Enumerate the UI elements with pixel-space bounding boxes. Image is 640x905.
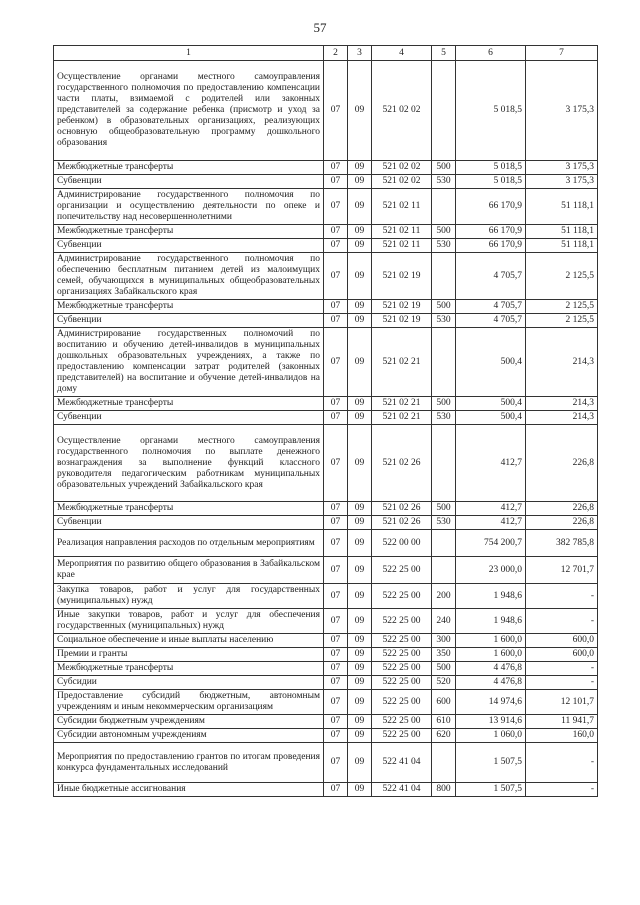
amount-cell: 4 476,8	[456, 662, 526, 676]
row-name-cell: Мероприятия по предоставлению грантов по итогам проведения конкурса фундаментальных исследований	[54, 743, 324, 783]
amount-cell: 51 118,1	[526, 189, 598, 225]
vr-cell: 500	[432, 300, 456, 314]
rz-cell: 07	[324, 516, 348, 530]
csr-cell: 522 25 00	[372, 715, 432, 729]
amount-cell: 1 507,5	[456, 743, 526, 783]
csr-cell: 521 02 02	[372, 161, 432, 175]
table-row	[54, 584, 598, 609]
table-row	[54, 690, 598, 715]
rz-cell: 07	[324, 557, 348, 584]
vr-cell	[432, 425, 456, 502]
amount-cell: 13 914,6	[456, 715, 526, 729]
row-name-cell: Мероприятия по развитию общего образования в Забайкальском крае	[54, 557, 324, 584]
csr-cell: 522 25 00	[372, 676, 432, 690]
rz-cell: 07	[324, 328, 348, 397]
amount-cell: 12 101,7	[526, 690, 598, 715]
pr-cell: 09	[348, 557, 372, 584]
vr-cell: 530	[432, 411, 456, 425]
rz-cell: 07	[324, 662, 348, 676]
csr-cell: 521 02 21	[372, 411, 432, 425]
row-name-cell: Межбюджетные трансферты	[54, 300, 324, 314]
amount-cell: 4 476,8	[456, 676, 526, 690]
table-row	[54, 397, 598, 411]
amount-cell: 754 200,7	[456, 530, 526, 557]
amount-cell: 226,8	[526, 502, 598, 516]
table-row	[54, 662, 598, 676]
vr-cell: 530	[432, 239, 456, 253]
rz-cell: 07	[324, 676, 348, 690]
header-cell: 3	[348, 46, 372, 61]
pr-cell: 09	[348, 253, 372, 300]
vr-cell: 610	[432, 715, 456, 729]
vr-cell	[432, 328, 456, 397]
csr-cell: 522 25 00	[372, 609, 432, 634]
rz-cell: 07	[324, 225, 348, 239]
amount-cell: 3 175,3	[526, 175, 598, 189]
table-header	[54, 46, 598, 61]
pr-cell: 09	[348, 662, 372, 676]
csr-cell: 522 25 00	[372, 634, 432, 648]
rz-cell: 07	[324, 300, 348, 314]
pr-cell: 09	[348, 161, 372, 175]
amount-cell: 1 600,0	[456, 648, 526, 662]
pr-cell: 09	[348, 609, 372, 634]
header-cell: 5	[432, 46, 456, 61]
amount-cell: -	[526, 609, 598, 634]
csr-cell: 521 02 19	[372, 314, 432, 328]
table-row	[54, 253, 598, 300]
vr-cell: 530	[432, 516, 456, 530]
table-row	[54, 411, 598, 425]
row-name-cell: Межбюджетные трансферты	[54, 225, 324, 239]
rz-cell: 07	[324, 690, 348, 715]
pr-cell: 09	[348, 516, 372, 530]
table-row	[54, 175, 598, 189]
vr-cell: 620	[432, 729, 456, 743]
amount-cell: 600,0	[526, 634, 598, 648]
table-row	[54, 189, 598, 225]
pr-cell: 09	[348, 676, 372, 690]
rz-cell: 07	[324, 729, 348, 743]
amount-cell: -	[526, 783, 598, 797]
table-row	[54, 729, 598, 743]
row-name-cell: Осуществление органами местного самоуправления государственного полномочия по предоставлению компенсации части платы, взимаемой с родителей или законных представителей за содержание ребенка (присмотр и уход за ребенком) в образовательных организациях, реализующих основную общеобразовательную программу дошкольного образования	[54, 61, 324, 161]
rz-cell: 07	[324, 314, 348, 328]
csr-cell: 521 02 11	[372, 189, 432, 225]
rz-cell: 07	[324, 175, 348, 189]
amount-cell: 5 018,5	[456, 175, 526, 189]
csr-cell: 522 25 00	[372, 584, 432, 609]
csr-cell: 521 02 26	[372, 425, 432, 502]
row-name-cell: Субвенции	[54, 411, 324, 425]
amount-cell: 1 600,0	[456, 634, 526, 648]
table-row	[54, 783, 598, 797]
budget-table	[53, 45, 598, 797]
row-name-cell: Субсидии автономным учреждениям	[54, 729, 324, 743]
page-number: 57	[313, 20, 327, 35]
csr-cell: 522 25 00	[372, 648, 432, 662]
amount-cell: 500,4	[456, 397, 526, 411]
amount-cell: 1 948,6	[456, 584, 526, 609]
rz-cell: 07	[324, 648, 348, 662]
pr-cell: 09	[348, 584, 372, 609]
vr-cell: 600	[432, 690, 456, 715]
pr-cell: 09	[348, 225, 372, 239]
csr-cell: 522 41 04	[372, 743, 432, 783]
amount-cell: -	[526, 676, 598, 690]
row-name-cell: Предоставление субсидий бюджетным, автономным учреждениям и иным некоммерческим организациям	[54, 690, 324, 715]
pr-cell: 09	[348, 648, 372, 662]
table-row	[54, 609, 598, 634]
rz-cell: 07	[324, 161, 348, 175]
table-row	[54, 516, 598, 530]
csr-cell: 521 02 19	[372, 253, 432, 300]
rz-cell: 07	[324, 609, 348, 634]
rz-cell: 07	[324, 530, 348, 557]
amount-cell: 600,0	[526, 648, 598, 662]
table-row	[54, 161, 598, 175]
amount-cell: 1 948,6	[456, 609, 526, 634]
table-row	[54, 557, 598, 584]
header-row	[54, 46, 598, 61]
amount-cell: 5 018,5	[456, 161, 526, 175]
rz-cell: 07	[324, 634, 348, 648]
csr-cell: 521 02 21	[372, 397, 432, 411]
vr-cell	[432, 61, 456, 161]
pr-cell: 09	[348, 239, 372, 253]
vr-cell: 530	[432, 175, 456, 189]
pr-cell: 09	[348, 397, 372, 411]
amount-cell: 12 701,7	[526, 557, 598, 584]
amount-cell: 2 125,5	[526, 253, 598, 300]
amount-cell: 66 170,9	[456, 225, 526, 239]
vr-cell	[432, 530, 456, 557]
amount-cell: 160,0	[526, 729, 598, 743]
rz-cell: 07	[324, 397, 348, 411]
pr-cell: 09	[348, 411, 372, 425]
row-name-cell: Реализация направления расходов по отдельным мероприятиям	[54, 530, 324, 557]
row-name-cell: Межбюджетные трансферты	[54, 397, 324, 411]
row-name-cell: Субвенции	[54, 175, 324, 189]
row-name-cell: Премии и гранты	[54, 648, 324, 662]
amount-cell: 1 507,5	[456, 783, 526, 797]
row-name-cell: Субвенции	[54, 516, 324, 530]
pr-cell: 09	[348, 61, 372, 161]
amount-cell: 1 060,0	[456, 729, 526, 743]
amount-cell: 11 941,7	[526, 715, 598, 729]
table-row	[54, 648, 598, 662]
table-row	[54, 502, 598, 516]
header-cell: 6	[456, 46, 526, 61]
vr-cell: 530	[432, 314, 456, 328]
vr-cell	[432, 253, 456, 300]
pr-cell: 09	[348, 729, 372, 743]
table-row	[54, 676, 598, 690]
amount-cell: 2 125,5	[526, 300, 598, 314]
csr-cell: 521 02 02	[372, 61, 432, 161]
amount-cell: 412,7	[456, 425, 526, 502]
vr-cell	[432, 557, 456, 584]
row-name-cell: Межбюджетные трансферты	[54, 502, 324, 516]
table-row	[54, 314, 598, 328]
row-name-cell: Закупка товаров, работ и услуг для государственных (муниципальных) нужд	[54, 584, 324, 609]
pr-cell: 09	[348, 175, 372, 189]
pr-cell: 09	[348, 634, 372, 648]
amount-cell: 226,8	[526, 516, 598, 530]
amount-cell: 14 974,6	[456, 690, 526, 715]
csr-cell: 522 41 04	[372, 783, 432, 797]
amount-cell: 5 018,5	[456, 61, 526, 161]
rz-cell: 07	[324, 584, 348, 609]
vr-cell: 300	[432, 634, 456, 648]
vr-cell: 240	[432, 609, 456, 634]
table-row	[54, 328, 598, 397]
table-row	[54, 743, 598, 783]
vr-cell: 500	[432, 225, 456, 239]
table-row	[54, 634, 598, 648]
row-name-cell: Межбюджетные трансферты	[54, 662, 324, 676]
amount-cell: 412,7	[456, 502, 526, 516]
header-cell: 7	[526, 46, 598, 61]
vr-cell: 200	[432, 584, 456, 609]
csr-cell: 521 02 26	[372, 516, 432, 530]
table-row	[54, 239, 598, 253]
rz-cell: 07	[324, 715, 348, 729]
amount-cell: 214,3	[526, 328, 598, 397]
amount-cell: 23 000,0	[456, 557, 526, 584]
header-cell: 4	[372, 46, 432, 61]
csr-cell: 521 02 19	[372, 300, 432, 314]
row-name-cell: Администрирование государственных полномочий по воспитанию и обучению детей-инвалидов в муниципальных дошкольных образовательных учреждениях, а также по предоставлению компенсации затрат родителей (законных представителей) на воспитание и обучение детей-инвалидов на дому	[54, 328, 324, 397]
vr-cell: 520	[432, 676, 456, 690]
amount-cell: 51 118,1	[526, 225, 598, 239]
row-name-cell: Осуществление органами местного самоуправления государственного полномочия по выплате денежного вознаграждения за выполнение функций классного руководителя педагогическим работникам муниципальных образовательных учреждений Забайкальского края	[54, 425, 324, 502]
vr-cell: 500	[432, 502, 456, 516]
pr-cell: 09	[348, 530, 372, 557]
table-row	[54, 715, 598, 729]
amount-cell: 226,8	[526, 425, 598, 502]
row-name-cell: Межбюджетные трансферты	[54, 161, 324, 175]
vr-cell: 500	[432, 397, 456, 411]
vr-cell: 500	[432, 662, 456, 676]
table-row	[54, 225, 598, 239]
amount-cell: -	[526, 584, 598, 609]
amount-cell: 66 170,9	[456, 189, 526, 225]
amount-cell: 382 785,8	[526, 530, 598, 557]
amount-cell: 4 705,7	[456, 253, 526, 300]
row-name-cell: Субвенции	[54, 314, 324, 328]
row-name-cell: Иные закупки товаров, работ и услуг для обеспечения государственных (муниципальных) нужд	[54, 609, 324, 634]
rz-cell: 07	[324, 425, 348, 502]
csr-cell: 522 25 00	[372, 729, 432, 743]
header-cell: 1	[54, 46, 324, 61]
pr-cell: 09	[348, 189, 372, 225]
pr-cell: 09	[348, 502, 372, 516]
header-cell: 2	[324, 46, 348, 61]
pr-cell: 09	[348, 425, 372, 502]
amount-cell: 4 705,7	[456, 314, 526, 328]
table-row	[54, 61, 598, 161]
csr-cell: 521 02 21	[372, 328, 432, 397]
amount-cell: 500,4	[456, 411, 526, 425]
amount-cell: 3 175,3	[526, 61, 598, 161]
rz-cell: 07	[324, 239, 348, 253]
amount-cell: 51 118,1	[526, 239, 598, 253]
row-name-cell: Иные бюджетные ассигнования	[54, 783, 324, 797]
rz-cell: 07	[324, 61, 348, 161]
csr-cell: 522 25 00	[372, 690, 432, 715]
pr-cell: 09	[348, 314, 372, 328]
csr-cell: 522 25 00	[372, 662, 432, 676]
amount-cell: 412,7	[456, 516, 526, 530]
amount-cell: 214,3	[526, 411, 598, 425]
rz-cell: 07	[324, 502, 348, 516]
amount-cell: 214,3	[526, 397, 598, 411]
rz-cell: 07	[324, 411, 348, 425]
table-body	[54, 61, 598, 797]
pr-cell: 09	[348, 743, 372, 783]
vr-cell	[432, 743, 456, 783]
row-name-cell: Администрирование государственного полномочия по организации и осуществлению деятельности по опеке и попечительству над несовершеннолетними	[54, 189, 324, 225]
table-row	[54, 425, 598, 502]
rz-cell: 07	[324, 783, 348, 797]
table-row	[54, 300, 598, 314]
pr-cell: 09	[348, 300, 372, 314]
row-name-cell: Субвенции	[54, 239, 324, 253]
vr-cell: 500	[432, 161, 456, 175]
csr-cell: 521 02 26	[372, 502, 432, 516]
vr-cell	[432, 189, 456, 225]
rz-cell: 07	[324, 189, 348, 225]
rz-cell: 07	[324, 253, 348, 300]
csr-cell: 521 02 02	[372, 175, 432, 189]
row-name-cell: Субсидии бюджетным учреждениям	[54, 715, 324, 729]
row-name-cell: Социальное обеспечение и иные выплаты населению	[54, 634, 324, 648]
csr-cell: 522 25 00	[372, 557, 432, 584]
pr-cell: 09	[348, 783, 372, 797]
amount-cell: 66 170,9	[456, 239, 526, 253]
pr-cell: 09	[348, 328, 372, 397]
pr-cell: 09	[348, 690, 372, 715]
csr-cell: 522 00 00	[372, 530, 432, 557]
vr-cell: 800	[432, 783, 456, 797]
amount-cell: 3 175,3	[526, 161, 598, 175]
vr-cell: 350	[432, 648, 456, 662]
table-row	[54, 530, 598, 557]
amount-cell: 4 705,7	[456, 300, 526, 314]
row-name-cell: Субсидии	[54, 676, 324, 690]
pr-cell: 09	[348, 715, 372, 729]
csr-cell: 521 02 11	[372, 225, 432, 239]
row-name-cell: Администрирование государственного полномочия по обеспечению бесплатным питанием детей из малоимущих семей, обучающихся в муниципальных общеобразовательных организациях Забайкальского края	[54, 253, 324, 300]
amount-cell: 500,4	[456, 328, 526, 397]
amount-cell: 2 125,5	[526, 314, 598, 328]
amount-cell: -	[526, 662, 598, 676]
rz-cell: 07	[324, 743, 348, 783]
amount-cell: -	[526, 743, 598, 783]
csr-cell: 521 02 11	[372, 239, 432, 253]
